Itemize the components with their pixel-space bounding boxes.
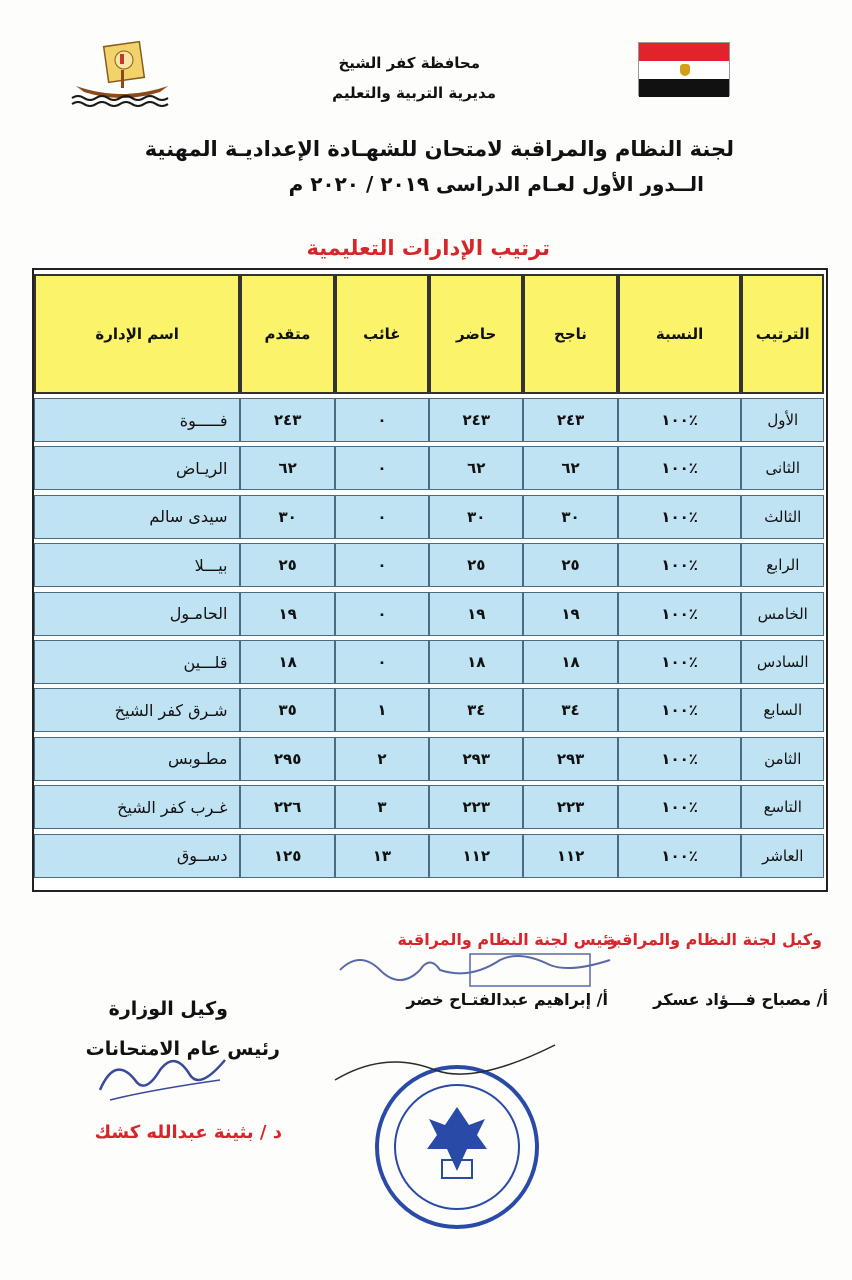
row-passed: ٣٤ bbox=[523, 688, 617, 732]
row-submitted: ٢٤٣ bbox=[240, 398, 334, 442]
row-department: الحامـول bbox=[34, 592, 240, 636]
row-rank: الخامس bbox=[741, 592, 824, 636]
header-present: حاضر bbox=[429, 274, 523, 394]
row-absent: ٠ bbox=[335, 398, 429, 442]
row-percentage: ٪١٠٠ bbox=[618, 688, 742, 732]
row-present: ١٩ bbox=[429, 592, 523, 636]
row-percentage: ٪١٠٠ bbox=[618, 640, 742, 684]
table-row bbox=[34, 834, 824, 878]
row-department: سيدى سالم bbox=[34, 495, 240, 539]
row-department: مطـوبس bbox=[34, 737, 240, 781]
row-absent: ٢ bbox=[335, 737, 429, 781]
row-percentage: ٪١٠٠ bbox=[618, 737, 742, 781]
row-passed: ١٩ bbox=[523, 592, 617, 636]
table-row bbox=[34, 688, 824, 732]
row-department: الريـاض bbox=[34, 446, 240, 490]
governorate-logo-icon bbox=[64, 40, 180, 110]
committee-deputy-label: وكيل لجنة النظام والمراقبة bbox=[605, 930, 822, 949]
row-rank: الثالث bbox=[741, 495, 824, 539]
row-percentage: ٪١٠٠ bbox=[618, 398, 742, 442]
row-department: فـــــوة bbox=[34, 398, 240, 442]
stamp-signature-icon bbox=[330, 1040, 560, 1120]
row-present: ٢٤٣ bbox=[429, 398, 523, 442]
row-submitted: ٣٠ bbox=[240, 495, 334, 539]
committee-head-name: أ/ إبراهيم عبدالفتـاح خضر bbox=[406, 990, 608, 1009]
row-absent: ٠ bbox=[335, 592, 429, 636]
row-submitted: ٦٢ bbox=[240, 446, 334, 490]
row-submitted: ٢٥ bbox=[240, 543, 334, 587]
row-rank: العاشر bbox=[741, 834, 824, 878]
row-absent: ١ bbox=[335, 688, 429, 732]
row-rank: التاسع bbox=[741, 785, 824, 829]
row-percentage: ٪١٠٠ bbox=[618, 834, 742, 878]
row-rank: السادس bbox=[741, 640, 824, 684]
deputy-signature-icon bbox=[90, 1040, 240, 1110]
row-department: شـرق كفر الشيخ bbox=[34, 688, 240, 732]
row-present: ٣٤ bbox=[429, 688, 523, 732]
ministry-deputy-title: وكيل الوزارة bbox=[108, 998, 228, 1020]
row-percentage: ٪١٠٠ bbox=[618, 592, 742, 636]
document-title: لجنة النظام والمراقبة لامتحان للشهـادة الإعداديـة المهنية bbox=[144, 137, 734, 161]
row-rank: الثامن bbox=[741, 737, 824, 781]
row-department: غـرب كفر الشيخ bbox=[34, 785, 240, 829]
directorate-name: مديرية التربية والتعليم bbox=[332, 84, 496, 102]
header-percentage: النسبة bbox=[618, 274, 742, 394]
row-absent: ٠ bbox=[335, 543, 429, 587]
row-rank: السابع bbox=[741, 688, 824, 732]
exams-head-title: رئيس عام الامتحانات bbox=[85, 1038, 280, 1060]
header-absent: غائب bbox=[335, 274, 429, 394]
table-header-row bbox=[34, 274, 824, 394]
header-department: اسم الإدارة bbox=[34, 274, 240, 394]
table-row bbox=[34, 592, 824, 636]
row-passed: ١٨ bbox=[523, 640, 617, 684]
table-row bbox=[34, 543, 824, 587]
table-row bbox=[34, 640, 824, 684]
ranking-title: ترتيب الإدارات التعليمية bbox=[306, 236, 550, 260]
row-passed: ٢٥ bbox=[523, 543, 617, 587]
row-passed: ١١٢ bbox=[523, 834, 617, 878]
row-percentage: ٪١٠٠ bbox=[618, 495, 742, 539]
header-submitted: متقدم bbox=[240, 274, 334, 394]
table-row bbox=[34, 495, 824, 539]
row-percentage: ٪١٠٠ bbox=[618, 785, 742, 829]
row-rank: الأول bbox=[741, 398, 824, 442]
egypt-flag-icon bbox=[638, 42, 730, 96]
row-present: ٦٢ bbox=[429, 446, 523, 490]
table-row bbox=[34, 398, 824, 442]
row-submitted: ١٨ bbox=[240, 640, 334, 684]
row-submitted: ١٩ bbox=[240, 592, 334, 636]
row-absent: ٠ bbox=[335, 446, 429, 490]
row-percentage: ٪١٠٠ bbox=[618, 543, 742, 587]
row-passed: ٢٩٣ bbox=[523, 737, 617, 781]
committee-head-label: رئيس لجنة النظام والمراقبة bbox=[397, 930, 618, 949]
row-passed: ٢٢٣ bbox=[523, 785, 617, 829]
governorate-name: محافظة كفر الشيخ bbox=[338, 54, 480, 72]
row-present: ١٨ bbox=[429, 640, 523, 684]
row-present: ٢٩٣ bbox=[429, 737, 523, 781]
ministry-deputy-name: د / بثينة عبدالله كشك bbox=[94, 1122, 282, 1143]
row-absent: ٠ bbox=[335, 495, 429, 539]
row-rank: الثانى bbox=[741, 446, 824, 490]
row-present: ١١٢ bbox=[429, 834, 523, 878]
row-department: بيـــلا bbox=[34, 543, 240, 587]
row-passed: ٦٢ bbox=[523, 446, 617, 490]
row-submitted: ١٢٥ bbox=[240, 834, 334, 878]
row-submitted: ٣٥ bbox=[240, 688, 334, 732]
row-present: ٢٥ bbox=[429, 543, 523, 587]
row-present: ٣٠ bbox=[429, 495, 523, 539]
row-department: دســوق bbox=[34, 834, 240, 878]
row-percentage: ٪١٠٠ bbox=[618, 446, 742, 490]
row-absent: ٣ bbox=[335, 785, 429, 829]
row-passed: ٢٤٣ bbox=[523, 398, 617, 442]
row-passed: ٣٠ bbox=[523, 495, 617, 539]
table-row bbox=[34, 737, 824, 781]
row-absent: ١٣ bbox=[335, 834, 429, 878]
row-submitted: ٢٢٦ bbox=[240, 785, 334, 829]
table-row bbox=[34, 446, 824, 490]
committee-deputy-name: أ/ مصباح فـــؤاد عسكر bbox=[653, 990, 828, 1009]
row-rank: الرابع bbox=[741, 543, 824, 587]
row-submitted: ٢٩٥ bbox=[240, 737, 334, 781]
header-rank: الترتيب bbox=[741, 274, 824, 394]
row-absent: ٠ bbox=[335, 640, 429, 684]
header-passed: ناجح bbox=[523, 274, 617, 394]
row-present: ٢٢٣ bbox=[429, 785, 523, 829]
row-department: قلـــين bbox=[34, 640, 240, 684]
table-row bbox=[34, 785, 824, 829]
document-subtitle: الــدور الأول لعـام الدراسى ٢٠١٩ / ٢٠٢٠ م bbox=[288, 172, 704, 196]
